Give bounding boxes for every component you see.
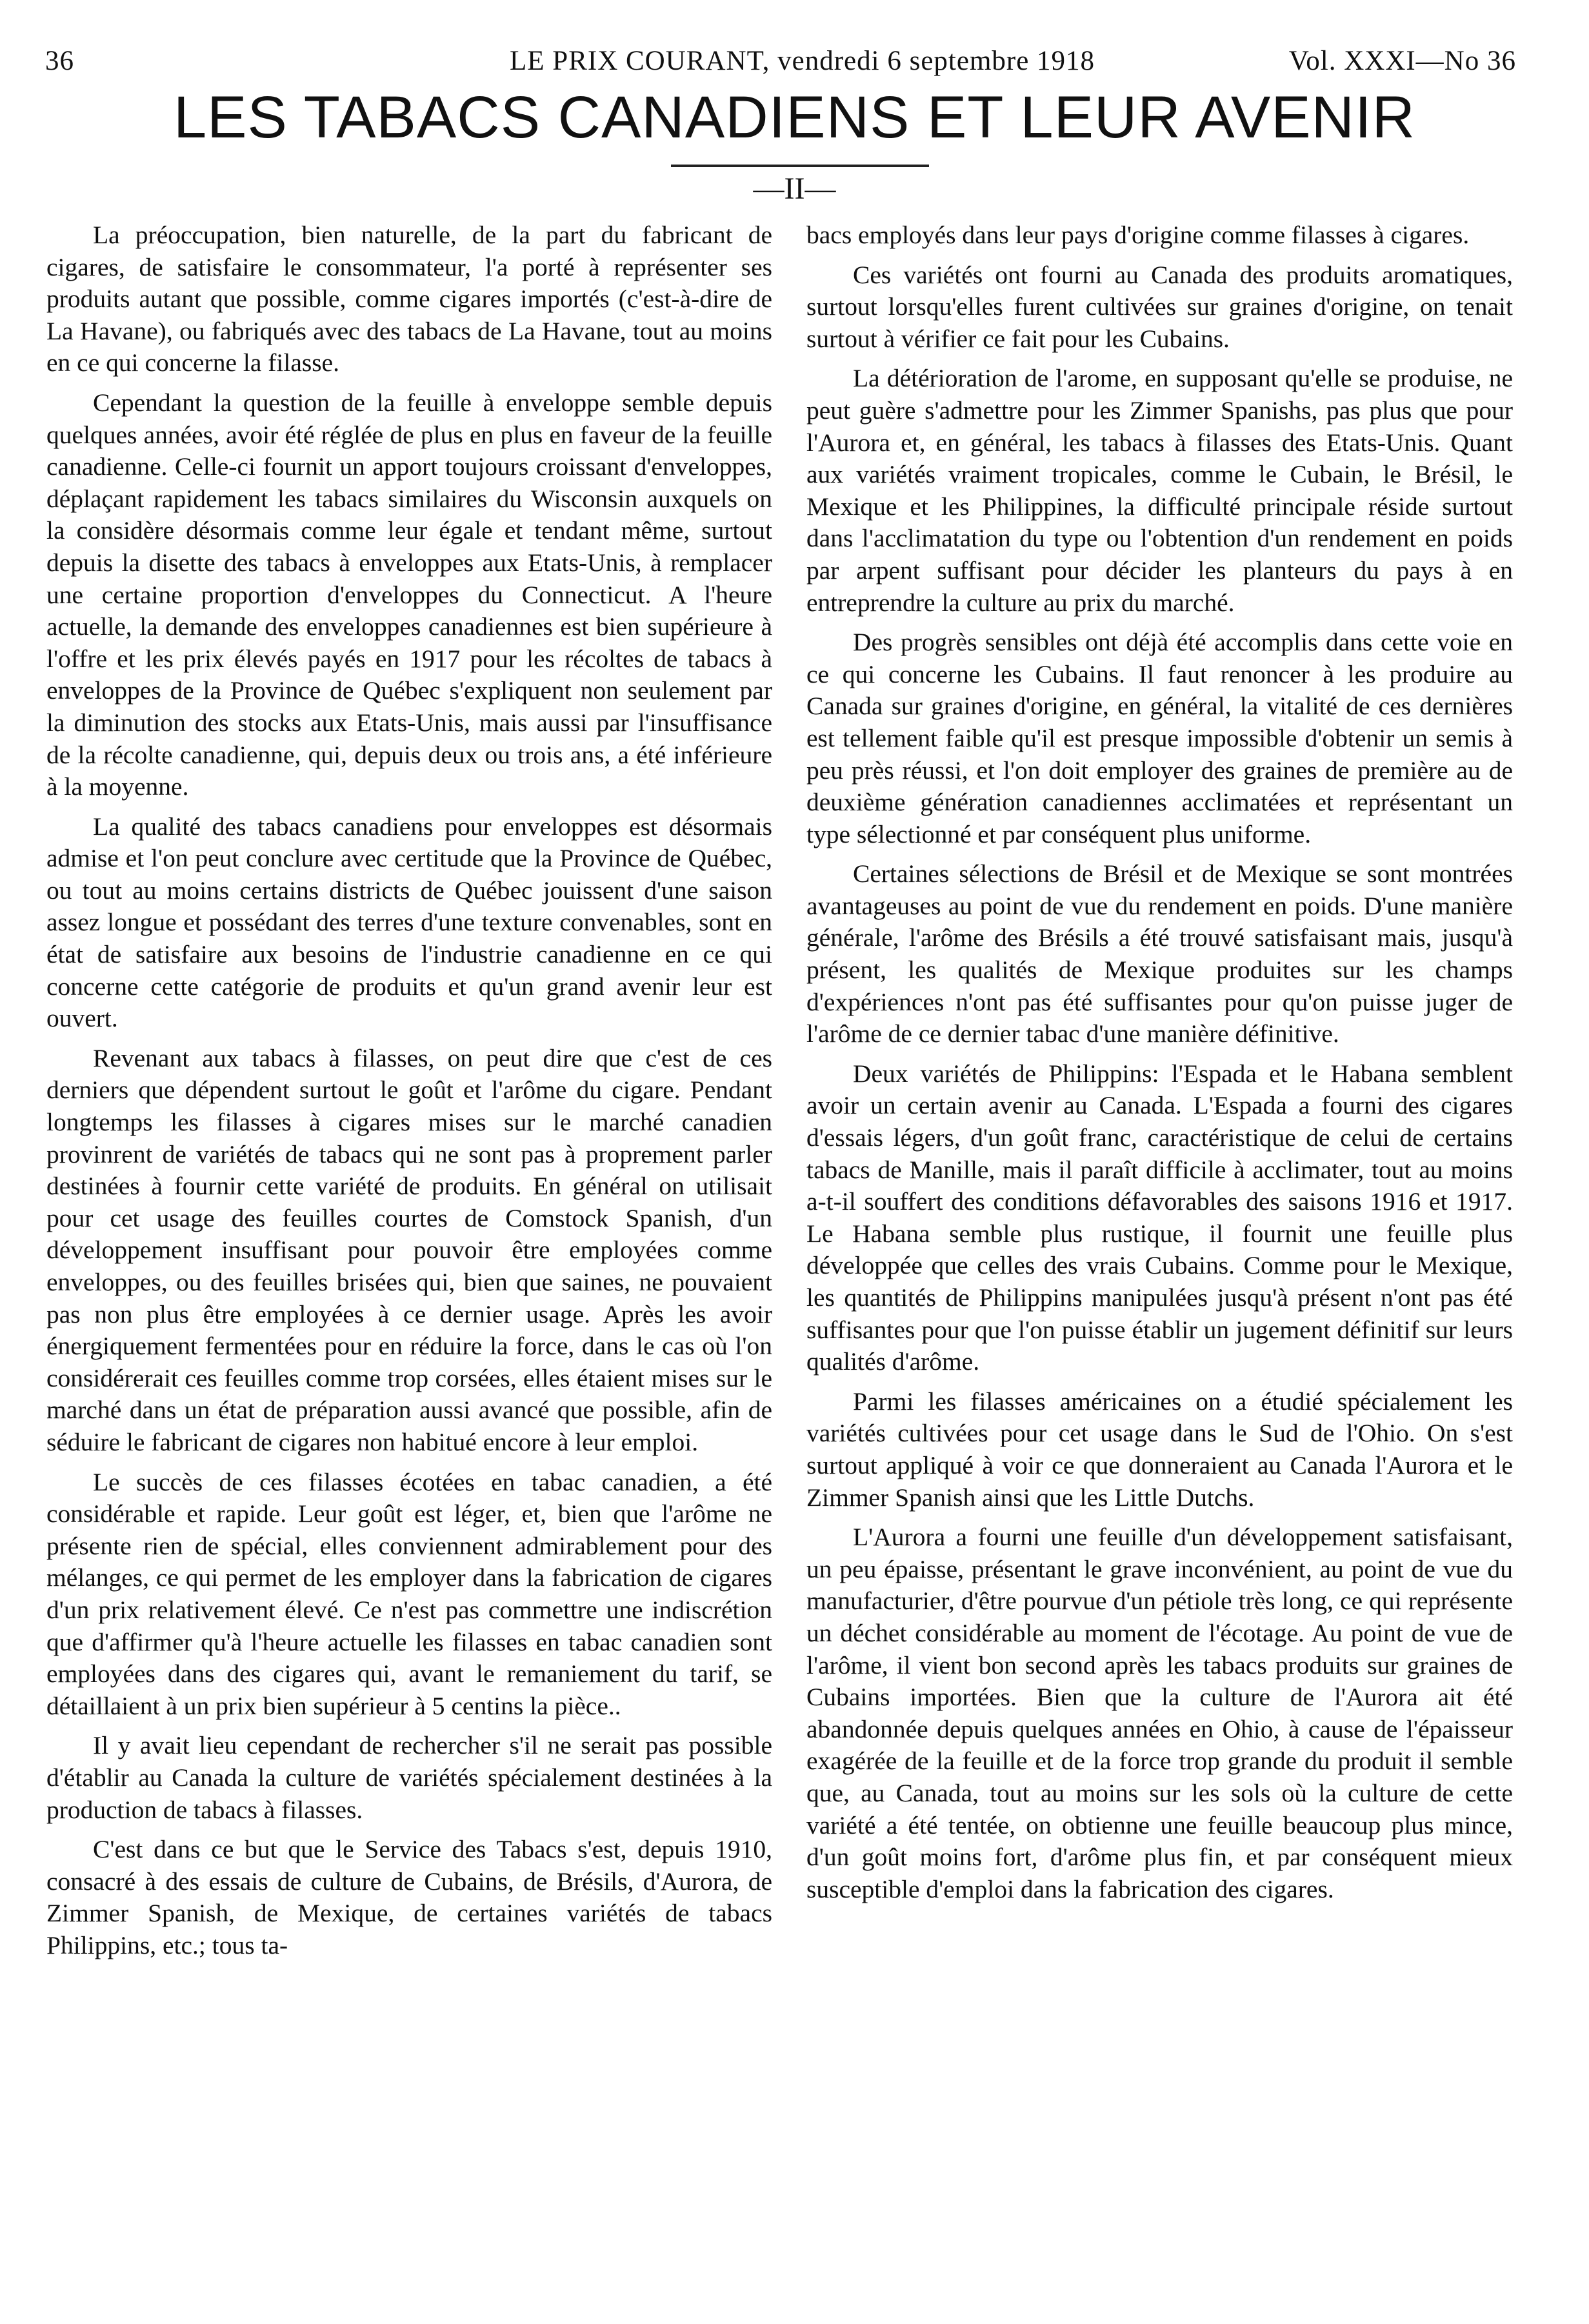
paragraph: Il y avait lieu cependant de rechercher s'il ne serait pas possible d'établir au Canada la culture de variétés spécialement destinées à la production de tabacs à filasses.	[46, 1731, 772, 1824]
paragraph: L'Aurora a fourni une feuille d'un développement satisfaisant, un peu épaisse, présentant le grave inconvénient, au point de vue du manufacturier, d'être pourvue d'un pétiole très long, ce qui représente un déchet considérable au moment de l'écotage. Au point de vue de l'arôme, il vient bon second après les tabacs produits sur graines de Cubains importées. Bien que la culture de l'Aurora ait été abandonnée depuis quelques années en Ohio, à cause de l'épaisseur exagérée de la feuille et de la force trop grande du produit il semble que, au Canada, tout au moins sur les sols où la culture de cette variété a été tentée, on obtienne une feuille beaucoup plus mince, d'un goût moins fort, d'arôme plus fin, et par conséquent mieux susceptible d'emploi dans la fabrication des cigares.	[806, 1523, 1513, 1903]
paragraph: Revenant aux tabacs à filasses, on peut dire que c'est de ces derniers que dépendent surtout le goût et l'arôme du cigare. Pendant longtemps les filasses à cigares mises sur le marché canadien provinrent de variétés de tabacs qui ne sont pas à proprement parler destinées à fournir cette variété de produits. En général on utilisait pour cet usage des feuilles courtes de Comstock Spanish, d'un développement insuffisant pour pouvoir être employées comme enveloppes, ou des feuilles brisées qui, bien que saines, ne pouvaient pas non plus être employées à ce dernier usage. Après les avoir énergiquement fermentées pour en réduire la force, dans le cas où l'on considérerait ces feuilles comme trop corsées, elles étaient mises sur le marché dans un état de préparation aussi avancé que possible, afin de séduire le fabricant de cigares non habitué encore à leur emploi.	[46, 1043, 772, 1456]
paragraph: Cependant la question de la feuille à enveloppe semble depuis quelques années, avoir été réglée de plus en plus en faveur de la feuille canadienne. Celle-ci fournit un apport toujours croissant d'enveloppes, déplaçant rapidement les tabacs similaires du Wisconsin auxquels on la considère désormais comme leur égale et tendant même, surtout depuis la disette des tabacs à enveloppes aux Etats-Unis, à remplacer une certaine proportion d'enveloppes du Connecticut. A l'heure actuelle, la demande des enveloppes canadiennes est bien supérieure à l'offre et les prix élevés payés en 1917 pour les récoltes de tabacs à enveloppes de la Province de Québec s'expliquent non seulement par la diminution des stocks aux Etats-Unis, mais aussi par l'insuffisance de la récolte canadienne, qui, depuis deux ou trois ans, a été inférieure à la moyenne.	[46, 388, 772, 801]
paragraph: Certaines sélections de Brésil et de Mexique se sont montrées avantageuses au point de vue du rendement en poids. D'une manière générale, l'arôme des Brésils a été trouvé satisfaisant mais, jusqu'à présent, les qualités de Mexique produites sur les champs d'expériences n'ont pas été suffisantes pour qu'on puisse juger de l'arôme de ce dernier tabac d'une manière définitive.	[806, 859, 1513, 1048]
left-column	[46, 219, 772, 1969]
right-column	[806, 219, 1513, 1913]
paragraph: La qualité des tabacs canadiens pour enveloppes est désormais admise et l'on peut conclure avec certitude que la Province de Québec, ou tout au moins certains districts de Québec jouissent d'une saison assez longue et possédant des terres d'une texture convenables, sont en état de satisfaire aux besoins de l'industrie canadienne en ce qui concerne cette catégorie de produits et qu'un grand avenir leur est ouvert.	[46, 812, 772, 1033]
paragraph: La détérioration de l'arome, en supposant qu'elle se produise, ne peut guère s'admettre pour les Zimmer Spanishs, pas plus que pour l'Aurora et, en général, les tabacs à filasses des Etats-Unis. Quant aux variétés vraiment tropicales, comme le Cubain, le Brésil, le Mexique et les Philippines, la difficulté principale réside surtout dans l'acclimatation du type ou l'obtention d'un rendement en poids par arpent suffisant pour décider les planteurs du pays à en entreprendre la culture au prix du marché.	[806, 364, 1513, 617]
publication-line: LE PRIX COURANT, vendredi 6 septembre 1918	[510, 46, 1095, 76]
page-number: 36	[45, 46, 74, 76]
paragraph: bacs employés dans leur pays d'origine comme filasses à cigares.	[806, 221, 1470, 249]
paragraph: Deux variétés de Philippins: l'Espada et le Habana semblent avoir un certain avenir au Canada. L'Espada a fourni des cigares d'essais légers, d'un goût franc, caractéristique de celui de certains tabacs de Manille, mais il paraît difficile à acclimater, tout au moins a-t-il souffert des conditions défavorables des saisons 1916 et 1917. Le Habana semble plus rustique, il fournit une feuille plus développée que celles des vrais Cubains. Comme pour le Mexique, les quantités de Philippins manipulées jusqu'à présent n'ont pas été suffisantes pour que l'on puisse établir un jugement définitif sur leurs qualités d'arôme.	[806, 1059, 1513, 1376]
paragraph: Des progrès sensibles ont déjà été accomplis dans cette voie en ce qui concerne les Cubains. Il faut renoncer à les produire au Canada sur graines d'origine, en général, la vitalité de ces dernières est tellement faible qu'il est presque impossible d'obtenir un semis à peu près réussi, et l'on doit employer des graines de première au de deuxième génération canadiennes acclimatées et représentant un type sélectionné et par conséquent plus uniforme.	[806, 628, 1513, 848]
paragraph: La préoccupation, bien naturelle, de la part du fabricant de cigares, de satisfaire le consommateur, l'a porté à représenter ses produits autant que possible, comme cigares importés (c'est-à-dire de La Havane), ou fabriqués avec des tabacs de La Havane, tout au moins en ce qui concerne la filasse.	[46, 221, 772, 377]
paragraph: C'est dans ce but que le Service des Tabacs s'est, depuis 1910, consacré à des essais de culture de Cubains, de Brésils, d'Aurora, de Zimmer Spanish, de Mexique, de certaines variétés de tabacs Philippins, etc.; tous ta-	[46, 1835, 772, 1959]
title-divider	[671, 165, 929, 167]
paragraph: Le succès de ces filasses écotées en tabac canadien, a été considérable et rapide. Leur goût est léger, et, bien que l'arôme ne présente rien de spécial, elles conviennent admirablement pour des mélanges, ce qui permet de les employer dans la fabrication de cigares d'un prix relativement élevé. Ce n'est pas commettre une indiscrétion que d'affirmer qu'à l'heure actuelle les filasses en tabac canadien sont employées dans des cigares qui, avant le remaniement du tarif, se détaillaient à un prix bien supérieur à 5 centins la pièce..	[46, 1467, 772, 1720]
article-title: LES TABACS CANADIENS ET LEUR AVENIR	[174, 85, 1415, 150]
section-number: —II—	[753, 172, 836, 206]
paragraph: Parmi les filasses américaines on a étudié spécialement les variétés cultivées pour cet usage dans le Sud de l'Ohio. On s'est surtout appliqué à voir ce que donneraient au Canada l'Aurora et le Zimmer Spanish ainsi que les Little Dutchs.	[806, 1387, 1513, 1512]
volume-number: Vol. XXXI—No 36	[1288, 46, 1516, 76]
paragraph: Ces variétés ont fourni au Canada des produits aromatiques, surtout lorsqu'elles furent cultivées sur graines d'origine, on tenait surtout à vérifier ce fait pour les Cubains.	[806, 260, 1513, 353]
